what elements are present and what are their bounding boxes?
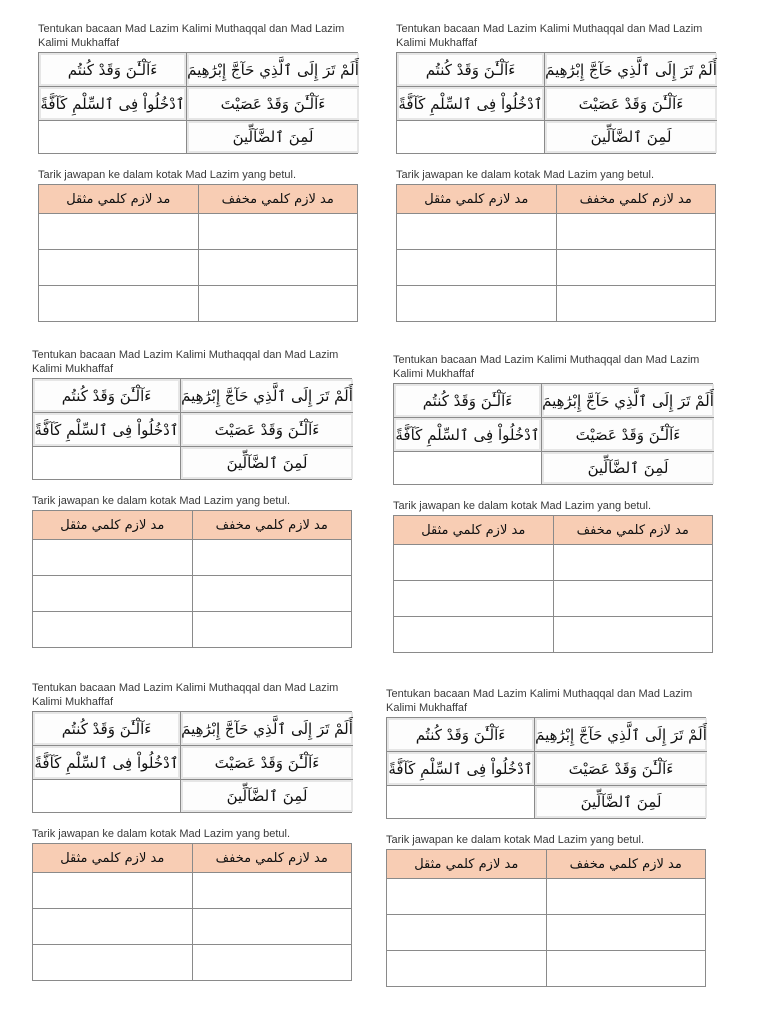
instruction-text: Tentukan bacaan Mad Lazim Kalimi Muthaqqal dan Mad Lazim Kalimi Mukhaffaf [38,23,345,49]
answer-table [393,515,713,653]
header-muthaqqal: مد لازم كلمي مثقل [33,511,193,540]
drop-zone-mukhaffaf[interactable] [198,214,358,250]
drop-zone-muthaqqal[interactable] [39,250,199,286]
drop-zone-mukhaffaf[interactable] [556,250,716,286]
header-muthaqqal: مد لازم كلمي مثقل [33,844,193,873]
verse-card[interactable]: ءَآلْـَٰٔنَ وَقَدْ كُنتُم [33,712,181,746]
drop-zone-muthaqqal[interactable] [397,286,557,322]
drop-zone-muthaqqal[interactable] [397,214,557,250]
drop-zone-muthaqqal[interactable] [394,545,554,581]
drop-zone-muthaqqal[interactable] [394,581,554,617]
drop-zone-mukhaffaf[interactable] [192,540,352,576]
drop-zone-mukhaffaf[interactable] [198,250,358,286]
empty-slot [397,121,545,153]
verse-card[interactable]: ٱدْخُلُواْ فِى ٱلسِّلْمِ كَآفَّةً [397,87,545,121]
drop-zone-mukhaffaf[interactable] [192,945,352,981]
verse-card[interactable]: ءَآلْـَٰٔنَ وَقَدْ عَصَيْتَ [181,746,353,780]
header-mukhaffaf: مد لازم كلمي مخفف [198,185,358,214]
verse-card[interactable]: لَمِنَ ٱلضَّآلِّينَ [535,786,707,818]
worksheet-4 [393,353,713,653]
header-muthaqqal: مد لازم كلمي مثقل [394,516,554,545]
drop-zone-muthaqqal[interactable] [33,909,193,945]
verse-card[interactable]: أَلَمْ تَرَ إِلَى ٱلَّذِي حَآجَّ إِبْرَٰهِيمَ [535,718,707,752]
drop-zone-mukhaffaf[interactable] [553,545,713,581]
verse-card[interactable]: لَمِنَ ٱلضَّآلِّينَ [542,452,714,484]
drop-zone-muthaqqal[interactable] [387,879,547,915]
drop-zone-muthaqqal[interactable] [394,617,554,653]
header-mukhaffaf: مد لازم كلمي مخفف [553,516,713,545]
worksheet-2 [396,22,716,322]
answer-instruction: Tarik jawapan ke dalam kotak Mad Lazim yang betul. [32,828,291,840]
drop-zone-mukhaffaf[interactable] [192,612,352,648]
drop-zone-mukhaffaf[interactable] [192,873,352,909]
header-mukhaffaf: مد لازم كلمي مخفف [546,850,706,879]
drop-zone-mukhaffaf[interactable] [546,951,706,987]
answer-instruction: Tarik jawapan ke dalam kotak Mad Lazim yang betul. [396,169,655,181]
instruction-text: Tentukan bacaan Mad Lazim Kalimi Muthaqqal dan Mad Lazim Kalimi Mukhaffaf [396,23,703,49]
verse-card[interactable]: لَمِنَ ٱلضَّآلِّينَ [181,447,353,479]
verse-card[interactable]: ءَآلْـَٰٔنَ وَقَدْ عَصَيْتَ [535,752,707,786]
header-mukhaffaf: مد لازم كلمي مخفف [192,511,352,540]
verse-card[interactable]: أَلَمْ تَرَ إِلَى ٱلَّذِي حَآجَّ إِبْرَٰهِيمَ [542,384,714,418]
header-muthaqqal: مد لازم كلمي مثقل [39,185,199,214]
answer-table [32,510,352,648]
drop-zone-mukhaffaf[interactable] [553,617,713,653]
instruction-text: Tentukan bacaan Mad Lazim Kalimi Muthaqqal dan Mad Lazim Kalimi Mukhaffaf [393,354,700,380]
drop-zone-muthaqqal[interactable] [33,540,193,576]
verse-card[interactable]: ءَآلْـَٰٔنَ وَقَدْ عَصَيْتَ [542,418,714,452]
worksheet-1 [38,22,358,322]
drop-zone-mukhaffaf[interactable] [553,581,713,617]
drop-zone-mukhaffaf[interactable] [556,214,716,250]
verse-card[interactable]: ٱدْخُلُواْ فِى ٱلسِّلْمِ كَآفَّةً [387,752,535,786]
answer-instruction: Tarik jawapan ke dalam kotak Mad Lazim yang betul. [32,495,291,507]
answer-instruction: Tarik jawapan ke dalam kotak Mad Lazim yang betul. [38,169,297,181]
verse-card[interactable]: أَلَمْ تَرَ إِلَى ٱلَّذِي حَآجَّ إِبْرَٰهِيمَ [545,53,717,87]
verse-card[interactable]: أَلَمْ تَرَ إِلَى ٱلَّذِي حَآجَّ إِبْرَٰهِيمَ [181,712,353,746]
drop-zone-muthaqqal[interactable] [39,286,199,322]
answer-table [32,843,352,981]
verse-card[interactable]: لَمِنَ ٱلضَّآلِّينَ [545,121,717,153]
question-box [386,717,706,819]
answer-table [396,184,716,322]
verse-card[interactable]: ءَآلْـَٰٔنَ وَقَدْ عَصَيْتَ [187,87,359,121]
verse-card[interactable]: ءَآلْـَٰٔنَ وَقَدْ كُنتُم [394,384,542,418]
question-box [396,52,716,154]
verse-card[interactable]: ءَآلْـَٰٔنَ وَقَدْ عَصَيْتَ [545,87,717,121]
verse-card[interactable]: ءَآلْـَٰٔنَ وَقَدْ كُنتُم [397,53,545,87]
answer-instruction: Tarik jawapan ke dalam kotak Mad Lazim yang betul. [393,500,652,512]
drop-zone-mukhaffaf[interactable] [546,915,706,951]
instruction-text: Tentukan bacaan Mad Lazim Kalimi Muthaqqal dan Mad Lazim Kalimi Mukhaffaf [32,682,339,708]
drop-zone-muthaqqal[interactable] [33,576,193,612]
verse-card[interactable]: ٱدْخُلُواْ فِى ٱلسِّلْمِ كَآفَّةً [394,418,542,452]
worksheet-6 [386,687,706,987]
answer-table [38,184,358,322]
drop-zone-mukhaffaf[interactable] [556,286,716,322]
worksheet-5 [32,681,352,981]
verse-card[interactable]: لَمِنَ ٱلضَّآلِّينَ [187,121,359,153]
question-box [393,383,713,485]
drop-zone-mukhaffaf[interactable] [192,576,352,612]
verse-card[interactable]: ءَآلْـَٰٔنَ وَقَدْ كُنتُم [39,53,187,87]
verse-card[interactable]: ٱدْخُلُواْ فِى ٱلسِّلْمِ كَآفَّةً [33,413,181,447]
question-box [32,711,352,813]
verse-card[interactable]: أَلَمْ تَرَ إِلَى ٱلَّذِي حَآجَّ إِبْرَٰهِيمَ [181,379,353,413]
header-mukhaffaf: مد لازم كلمي مخفف [556,185,716,214]
empty-slot [39,121,187,153]
verse-card[interactable]: ءَآلْـَٰٔنَ وَقَدْ كُنتُم [387,718,535,752]
header-mukhaffaf: مد لازم كلمي مخفف [192,844,352,873]
verse-card[interactable]: ءَآلْـَٰٔنَ وَقَدْ كُنتُم [33,379,181,413]
drop-zone-mukhaffaf[interactable] [198,286,358,322]
question-box [38,52,358,154]
answer-table [386,849,706,987]
instruction-text: Tentukan bacaan Mad Lazim Kalimi Muthaqqal dan Mad Lazim Kalimi Mukhaffaf [386,688,693,714]
drop-zone-muthaqqal[interactable] [33,612,193,648]
verse-card[interactable]: لَمِنَ ٱلضَّآلِّينَ [181,780,353,812]
drop-zone-muthaqqal[interactable] [387,915,547,951]
header-muthaqqal: مد لازم كلمي مثقل [397,185,557,214]
drop-zone-muthaqqal[interactable] [33,873,193,909]
drop-zone-muthaqqal[interactable] [397,250,557,286]
empty-slot [387,786,535,818]
drop-zone-muthaqqal[interactable] [33,945,193,981]
verse-card[interactable]: ٱدْخُلُواْ فِى ٱلسِّلْمِ كَآفَّةً [39,87,187,121]
verse-card[interactable]: أَلَمْ تَرَ إِلَى ٱلَّذِي حَآجَّ إِبْرَٰهِيمَ [187,53,359,87]
question-box [32,378,352,480]
empty-slot [33,447,181,479]
drop-zone-muthaqqal[interactable] [387,951,547,987]
instruction-text: Tentukan bacaan Mad Lazim Kalimi Muthaqqal dan Mad Lazim Kalimi Mukhaffaf [32,349,339,375]
answer-instruction: Tarik jawapan ke dalam kotak Mad Lazim yang betul. [386,834,645,846]
header-muthaqqal: مد لازم كلمي مثقل [387,850,547,879]
verse-card[interactable]: ءَآلْـَٰٔنَ وَقَدْ عَصَيْتَ [181,413,353,447]
drop-zone-mukhaffaf[interactable] [192,909,352,945]
drop-zone-muthaqqal[interactable] [39,214,199,250]
empty-slot [33,780,181,812]
empty-slot [394,452,542,484]
verse-card[interactable]: ٱدْخُلُواْ فِى ٱلسِّلْمِ كَآفَّةً [33,746,181,780]
drop-zone-mukhaffaf[interactable] [546,879,706,915]
worksheet-3 [32,348,352,648]
